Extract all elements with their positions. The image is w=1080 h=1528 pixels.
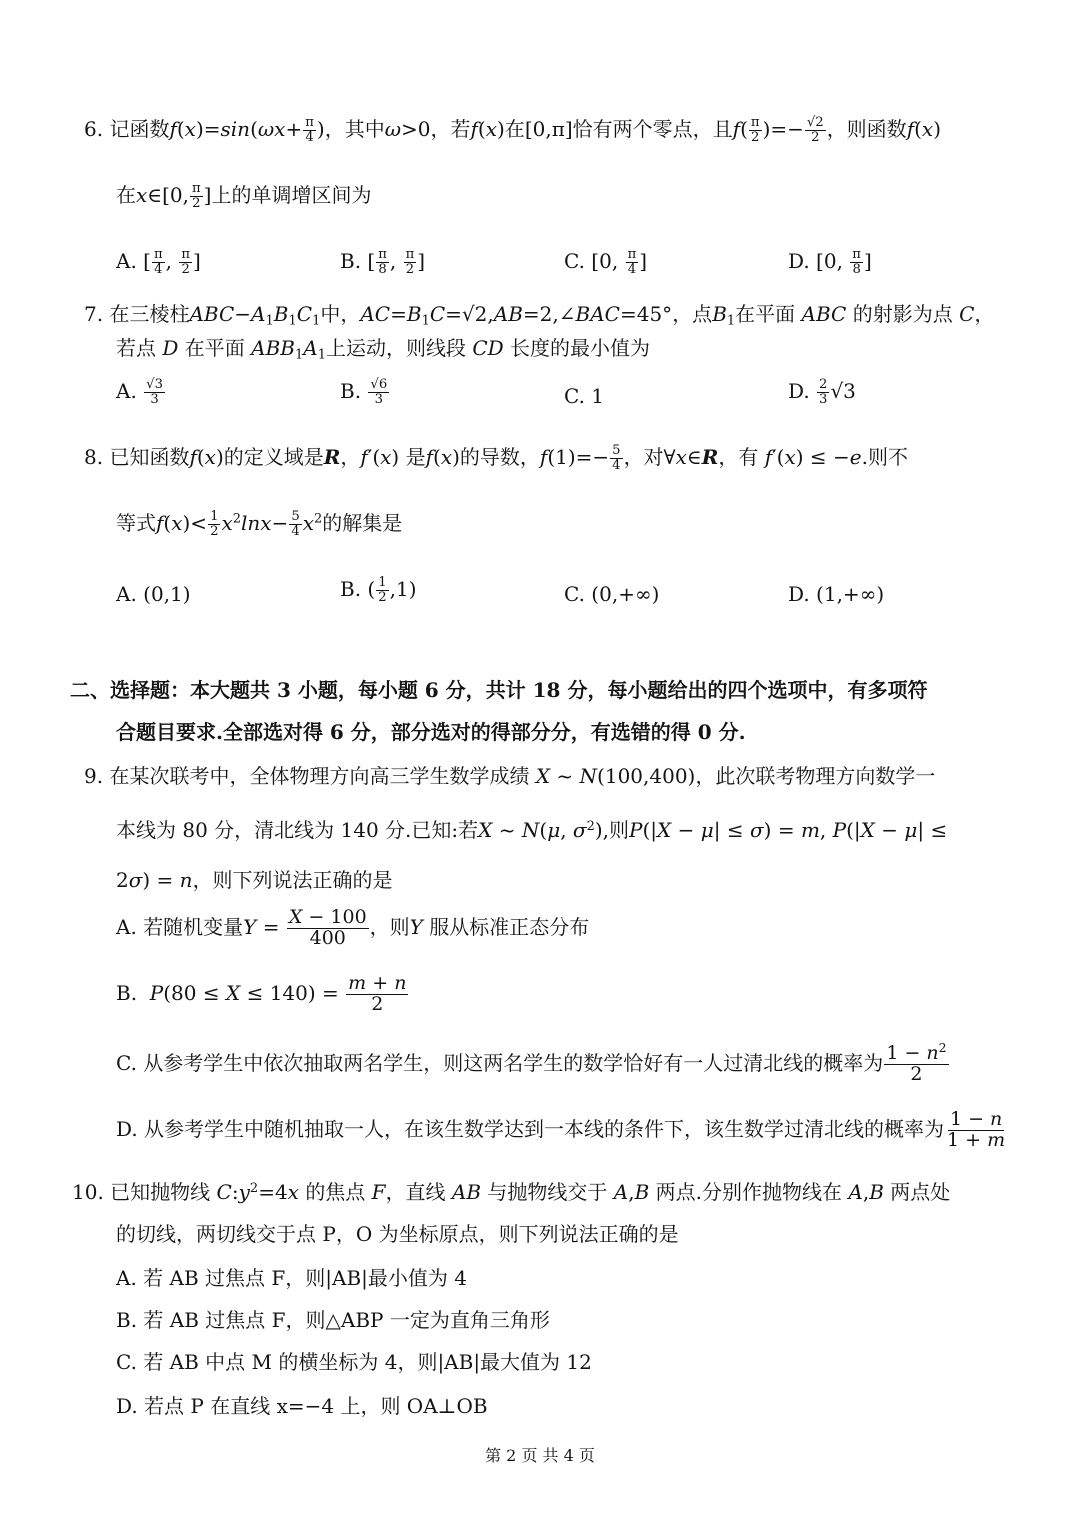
q8-option-b: B. ( $\frac{1}{2}$ ,1)	[340, 575, 417, 605]
q9-text: ，此次联考物理方向数学一	[695, 764, 936, 788]
q7-text: 在三棱柱	[109, 302, 190, 326]
option-label: D.	[116, 1116, 138, 1141]
option-label: A.	[116, 1266, 137, 1290]
q9-option-b: B. P(80 ≤ X ≤ 140) = $\frac{m + n}{2}$	[116, 972, 407, 1015]
q9-option-text: 从参考学生中随机抽取一人，在该生数学达到一本线的条件下，该生数学过清北线的概率为	[144, 1116, 945, 1141]
q10-line2: 的切线，两切线交于点 P，O 为坐标原点，则下列说法正确的是	[116, 1222, 679, 1246]
option-label: B.	[116, 980, 138, 1005]
q6-option-d: D. [0, $\frac{\pi}{8}$ ]	[788, 247, 872, 277]
q10-option-text: 若点 P 在直线 x=−4 上，则 OA⊥OB	[144, 1394, 488, 1418]
q9-line2: 本线为 80 分，清北线为 140 分.已知:若X ~ N(μ, $\sigma^2$),则P(|X − μ| ≤ σ) = m, P(|X − μ| ≤	[116, 818, 948, 842]
q9-text: 在某次联考中，全体物理方向高三学生数学成绩	[109, 764, 530, 788]
q7-text: 上运动，则线段	[325, 336, 466, 360]
q7-text: 在平面	[184, 336, 245, 360]
q10-option-text: 若 AB 过焦点 F，则△ABP 一定为直角三角形	[143, 1308, 550, 1332]
option-label: B.	[340, 576, 362, 601]
q8-text: 的导数，	[459, 444, 540, 469]
q6-text: ，其中	[324, 116, 385, 141]
option-label: B.	[116, 1308, 138, 1332]
q10-text: 已知抛物线	[110, 1180, 211, 1204]
q10-text: 与抛物线交于	[487, 1180, 608, 1204]
q8-text: 已知函数	[109, 444, 190, 469]
option-label: B.	[340, 378, 362, 403]
q6-text: 在	[116, 182, 136, 207]
q9-option-d: D. 从参考学生中随机抽取一人，在该生数学达到一本线的条件下，该生数学过清北线的概率为 $\frac{1 - n}{1 + m}$	[116, 1108, 1006, 1151]
option-label: B.	[340, 248, 362, 273]
q6-line1: 6. 记函数f(x)=sin(ωx+ $\frac{\pi}{4}$ )，其中ω>0，若f(x)在[0,π]恰有两个零点，且f( $\frac{\pi}{2}$ )=− $\frac{√2}{2}$ ，则函数f(x)	[84, 115, 941, 145]
option-label: D.	[788, 582, 810, 606]
q10-option-text: 若 AB 中点 M 的横坐标为 4，则|AB|最大值为 12	[143, 1350, 592, 1374]
q9-option-text: ，则	[369, 914, 410, 939]
q6-text: ，则函数	[826, 116, 907, 141]
q7-line2: 若点 D 在平面 $ABB_1A_1$上运动，则线段 CD 长度的最小值为	[116, 336, 651, 363]
option-label: D.	[788, 248, 810, 273]
q8-text: 是	[405, 444, 426, 469]
q8-option-c: C. (0,+∞)	[564, 582, 660, 606]
q7-text: 长度的最小值为	[510, 336, 651, 360]
q7-text: ，点	[672, 302, 713, 326]
q8-text: 的解集是	[322, 510, 403, 535]
option-label: C.	[564, 248, 585, 273]
q6-number: 6.	[84, 116, 104, 141]
q6-text: 上的单调增区间为	[211, 182, 372, 207]
option-label: D.	[788, 378, 810, 403]
q10-option-a	[116, 1266, 467, 1290]
q10-text: 的焦点	[305, 1180, 366, 1204]
q9-option-text: 服从标准正态分布	[429, 914, 590, 939]
q10-text: 两点处	[890, 1180, 951, 1204]
q7-option-b: B. $\frac{√6}{3}$	[340, 377, 388, 407]
q10-number: 10.	[72, 1180, 104, 1204]
q6-line2: 在x∈[0, $\frac{\pi}{2}$ ]上的单调增区间为	[116, 181, 372, 211]
q9-text: ，则下列说法正确的是	[192, 868, 393, 892]
q10-option-d	[116, 1394, 488, 1418]
q7-text: 中，	[320, 302, 361, 326]
q8-text: ，对∀	[623, 444, 676, 469]
q9-line1: 9. 在某次联考中，全体物理方向高三学生数学成绩 X ~ N(100,400)，此次联考物理方向数学一	[84, 764, 936, 788]
option-label: C.	[564, 582, 585, 606]
option-label: A.	[116, 914, 137, 939]
q6-option-b: B. [ $\frac{\pi}{8}$ , $\frac{\pi}{2}$ ]	[340, 247, 426, 277]
q9-text: 本线为 80 分，清北线为 140 分.已知:若	[116, 818, 479, 842]
option-label: A.	[116, 248, 137, 273]
q6-option-a: A. [ $\frac{\pi}{4}$ , $\frac{\pi}{2}$ ]	[116, 247, 201, 277]
q10-text: ，直线	[385, 1180, 446, 1204]
q7-option-d: D. $\frac{2}{3}$ √3	[788, 377, 856, 407]
section2-heading: 二、选择题：本大题共 3 小题，每小题 6 分，共计 18 分，每小题给出的四个选项中，有多项符	[70, 678, 928, 702]
option-label: D.	[116, 1394, 138, 1418]
q9-option-text: 从参考学生中依次抽取两名学生，则这两名学生的数学恰好有一人过清北线的概率为	[143, 1050, 884, 1075]
q7-option-c: C. 1	[564, 384, 605, 408]
q8-number: 8.	[84, 444, 104, 469]
page-footer: 第 2 页 共 4 页	[485, 1446, 595, 1465]
q7-text: 在平面	[735, 302, 796, 326]
q7-text: 若点	[116, 336, 156, 360]
option-label: C.	[116, 1350, 137, 1374]
option-label: C.	[116, 1050, 137, 1075]
q8-text: .则不	[861, 444, 908, 469]
q9-option-text: 若随机变量	[143, 914, 244, 939]
q9-option-a: A. 若随机变量Y = $\frac{X - 100}{400}$ ，则Y 服从标准正态分布	[116, 906, 590, 949]
q8-option-a: A. (0,1)	[116, 582, 191, 606]
q6-text: 在[0,π]恰有两个零点，且	[504, 116, 733, 141]
q8-text: 等式	[116, 510, 156, 535]
q9-text: 则	[609, 818, 630, 842]
q8-option-d: D. (1,+∞)	[788, 582, 885, 606]
q7-number: 7.	[84, 302, 104, 326]
q7-line1: 7. 在三棱柱$ABC-A_1B_1C_1$中，$AC=B_1C=√2,AB=2,\angle BAC=45^\circ$，点$B_1$在平面 ABC 的射影为点 C，	[84, 302, 995, 329]
option-label: A.	[116, 378, 137, 403]
q8-line1: 8. 已知函数f(x)的定义域是R，f′(x) 是f(x)的导数，f(1)=− $\frac{5}{4}$ ，对∀x∈R，有 f′(x) ≤ −e.则不	[84, 443, 908, 473]
q10-option-text: 若 AB 过焦点 F，则|AB|最小值为 4	[143, 1266, 467, 1290]
q7-text: 的射影为点	[852, 302, 953, 326]
q9-option-c: C. 从参考学生中依次抽取两名学生，则这两名学生的数学恰好有一人过清北线的概率为 $\frac{1 - n^2}{2}$	[116, 1041, 947, 1085]
q10-line1: 10. 已知抛物线 $C:y^2=4x$ 的焦点 F，直线 AB 与抛物线交于 A,B 两点.分别作抛物线在 A,B 两点处	[72, 1180, 951, 1204]
q6-option-c: C. [0, $\frac{\pi}{4}$ ]	[564, 247, 648, 277]
option-label: A.	[116, 582, 137, 606]
q10-option-b	[116, 1308, 550, 1332]
q8-text: ，有	[718, 444, 759, 469]
q8-line2: 等式f(x)< $\frac{1}{2}$ $x^2\ln x-$ $\frac{5}{4}$ $x^2$的解集是	[116, 509, 403, 539]
q10-option-c	[116, 1350, 592, 1374]
q10-text: 两点.分别作抛物线在	[655, 1180, 843, 1204]
q7-option-a: A. $\frac{√3}{3}$	[116, 377, 163, 407]
q6-text: 记函数	[109, 116, 170, 141]
q9-line3: 2σ) = n，则下列说法正确的是	[116, 868, 393, 892]
section2-instructions: 合题目要求.全部选对得 6 分，部分选对的得部分分，有选错的得 0 分.	[116, 720, 746, 744]
q8-text: 的定义域是	[223, 444, 324, 469]
option-label: C.	[564, 384, 585, 408]
q9-number: 9.	[84, 764, 104, 788]
q6-text: ，若	[430, 116, 471, 141]
